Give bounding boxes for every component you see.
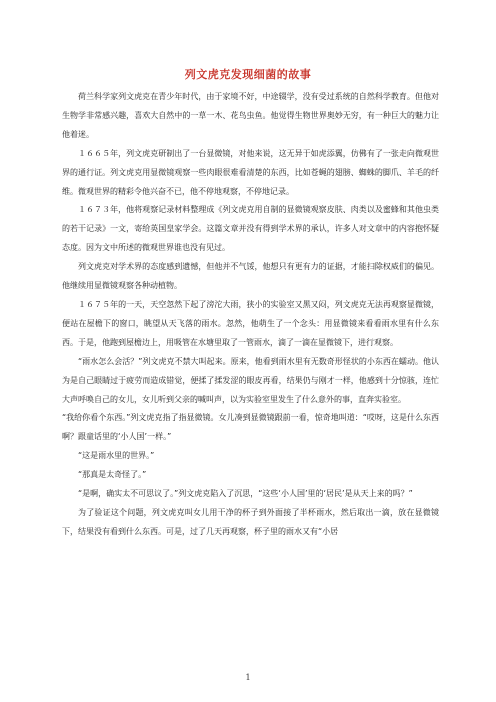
page-number: 1 bbox=[245, 673, 251, 682]
document-title: 列文虎克发现细菌的故事 bbox=[184, 68, 312, 81]
document-body bbox=[62, 88, 439, 542]
paragraph: １６７３年，他将观察记录材料整理成《列文虎克用自制的显微镜观察皮肤、肉类以及蜜蜂和其他虫类的若干记录》一文，寄给英国皇家学会。这篇文章并没有得到学术界的承认，许多人对文章中的内容抱怀疑态度。因为文中所述的微观世界谁也没有见过。 bbox=[62, 205, 439, 253]
paragraph: １６６５年，列文虎克研制出了一台显微镜，对他来说，这无异于如虎添翼，仿佛有了一张走向微观世界的通行证。列文虎克用显微镜观察一些肉眼很难看清楚的东西，比如苍蝇的翅膀、蜘蛛的脚爪、羊毛的纤维。微观世界的精彩令他兴奋不已，他不停地观察，不停地记录。 bbox=[62, 148, 439, 196]
paragraph: 列文虎克对学术界的态度感到遗憾，但他并不气馁，他想只有更有力的证据，才能扫除权威们的偏见。他继续用显微镜观察各种动植物。 bbox=[62, 262, 439, 291]
paragraph: 荷兰科学家列文虎克在青少年时代，由于家境不好，中途辍学，没有受过系统的自然科学教育。但他对生物学非常感兴趣，喜欢大自然中的一草一木、花鸟虫鱼。他觉得生物世界奥妙无穷，有一种巨大的魅力让他着迷。 bbox=[62, 92, 439, 139]
paragraph: “雨水怎么会活？”列文虎克不禁大叫起来。原来，他看到雨水里有无数奇形怪状的小东西在蠕动。他认为是自己眼睛过于疲劳而造成错觉，便揉了揉发涩的眼皮再看，结果仍与刚才一样，他感到十分惊骇，连忙大声呼唤自己的女儿，女儿听到父亲的喊叫声，以为实验室里发生了什么意外的事，直奔实验室。 bbox=[62, 356, 439, 404]
paragraph: １６７５年的一天，天空忽然下起了滂沱大雨，狭小的实验室又黑又闷，列文虎克无法再观察显微镜，便站在屋檐下的窗口，眺望从天飞落的雨水。忽然，他萌生了一个念头：用显微镜来看看雨水里有什么东西。于是，他跑到屋檐边上，用吸管在水塘里取了一管雨水，滴了一滴在显微镜下，进行观察。 bbox=[62, 299, 439, 347]
paragraph: “这是雨水里的世界。” bbox=[78, 451, 155, 461]
paragraph: 为了验证这个问题，列文虎克叫女儿用干净的杯子到外面接了半杯雨水，然后取出一滴，放在显微镜下，结果没有看到什么东西。可是，过了几天再观察，杯子里的雨水又有“小居 bbox=[62, 507, 439, 536]
paragraph: “是啊，确实太不可思议了。”列文虎克陷入了沉思，“这些‘小人国’里的‘居民’是从天上来的吗？” bbox=[78, 489, 413, 499]
paragraph: “我给你看个东西。”列文虎克指了指显微镜。女儿凑到显微镜跟前一看，惊奇地叫道：“哎呀，这是什么东西啊？跟童话里的‘小人国’一样。” bbox=[62, 413, 439, 442]
paragraph: “那真是太奇怪了。” bbox=[78, 470, 147, 480]
